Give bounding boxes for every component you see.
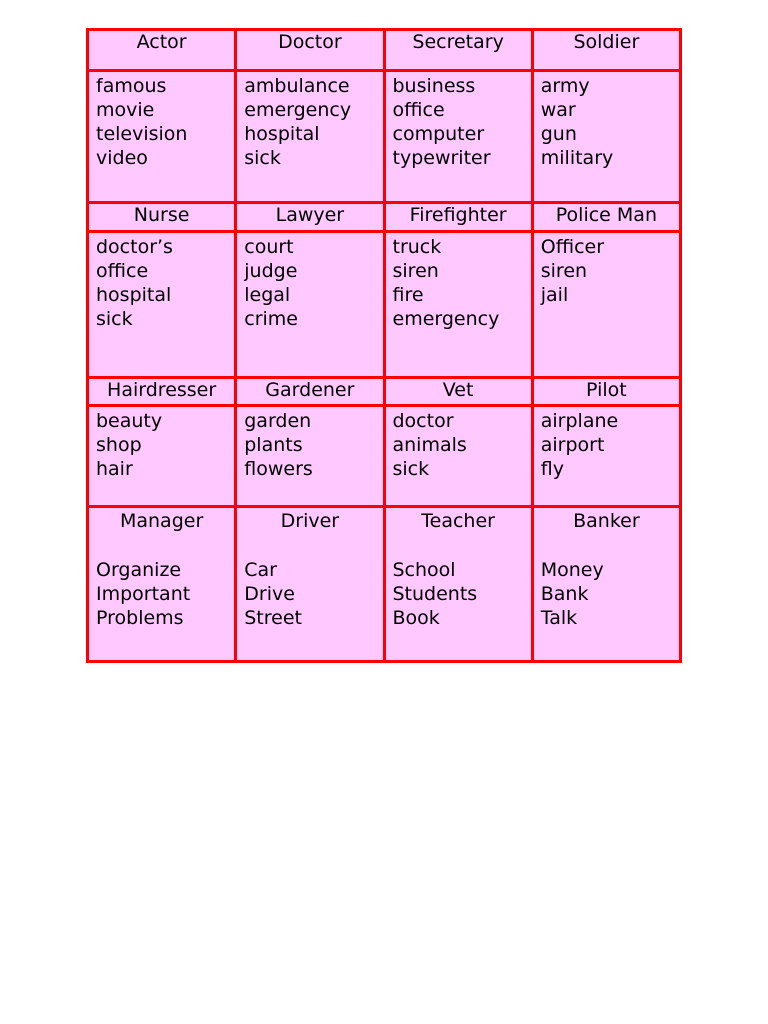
word: sick: [96, 308, 133, 330]
word: fly: [540, 458, 564, 480]
card-title: Driver: [280, 510, 340, 532]
word: plants: [244, 434, 303, 456]
card-words: [236, 232, 384, 378]
card-words: [88, 71, 236, 203]
card-title: Firefighter: [384, 203, 532, 232]
word: fire: [392, 284, 424, 306]
word: School: [392, 559, 456, 581]
card-cell: [532, 507, 680, 662]
word: office: [392, 99, 445, 121]
word: army: [540, 75, 590, 97]
card-title: Actor: [88, 30, 236, 71]
word: airplane: [540, 410, 619, 432]
word: business: [392, 75, 476, 97]
card-row: [88, 507, 681, 662]
word: doctor’s: [96, 236, 173, 258]
word: video: [96, 147, 148, 169]
word: Money: [540, 559, 604, 581]
word: Car: [244, 559, 277, 581]
card-title: Nurse: [88, 203, 236, 232]
word: Problems: [96, 607, 184, 629]
card-title: Doctor: [236, 30, 384, 71]
card-title: Secretary: [384, 30, 532, 71]
word: siren: [392, 260, 439, 282]
word: hair: [96, 458, 133, 480]
word: hospital: [244, 123, 320, 145]
word: Students: [392, 583, 478, 605]
word: gun: [540, 123, 577, 145]
word: military: [540, 147, 614, 169]
word: judge: [244, 260, 298, 282]
card-title: Teacher: [421, 510, 495, 532]
card-words: [532, 406, 680, 507]
word: hospital: [96, 284, 172, 306]
word: Talk: [540, 607, 578, 629]
word: beauty: [96, 410, 163, 432]
word: airport: [540, 434, 605, 456]
word: legal: [244, 284, 291, 306]
card-cell: [236, 507, 384, 662]
word: garden: [244, 410, 312, 432]
word: animals: [392, 434, 467, 456]
card-title: Banker: [573, 510, 640, 532]
words-row: [88, 232, 681, 378]
word: computer: [392, 123, 485, 145]
header-row: [88, 378, 681, 406]
word: emergency: [392, 308, 500, 330]
card-words: [236, 71, 384, 203]
card-title: Soldier: [532, 30, 680, 71]
word: office: [96, 260, 149, 282]
word: Bank: [540, 583, 589, 605]
header-row: [88, 30, 681, 71]
word: siren: [540, 260, 588, 282]
card-cell: [384, 507, 532, 662]
card-title: Manager: [119, 510, 204, 532]
card-words: [384, 406, 532, 507]
word: Organize: [96, 559, 182, 581]
word: truck: [392, 236, 442, 258]
word: doctor: [392, 410, 454, 432]
word: Street: [244, 607, 302, 629]
word: Drive: [244, 583, 295, 605]
card-title: Lawyer: [236, 203, 384, 232]
word: shop: [96, 434, 142, 456]
card-words: [532, 71, 680, 203]
word: Officer: [540, 236, 605, 258]
card-words: [532, 232, 680, 378]
card-words: [384, 232, 532, 378]
card-words: [237, 532, 382, 630]
word: typewriter: [392, 147, 491, 169]
card-words: [88, 406, 236, 507]
word: Book: [392, 607, 440, 629]
word: Important: [96, 583, 191, 605]
card-words: [236, 406, 384, 507]
card-words: [88, 232, 236, 378]
words-row: [88, 71, 681, 203]
card-title: Pilot: [532, 378, 680, 406]
card-words: [386, 532, 531, 630]
card-words: [384, 71, 532, 203]
word: television: [96, 123, 188, 145]
card-words: [534, 532, 679, 630]
word: sick: [244, 147, 281, 169]
card-title: Police Man: [532, 203, 680, 232]
word: movie: [96, 99, 155, 121]
word: jail: [540, 284, 569, 306]
card-cell: [88, 507, 236, 662]
card-title: Hairdresser: [88, 378, 236, 406]
word: court: [244, 236, 294, 258]
word: war: [540, 99, 576, 121]
word: famous: [96, 75, 167, 97]
word: sick: [392, 458, 430, 480]
header-row: [88, 203, 681, 232]
word: crime: [244, 308, 298, 330]
card-words: [89, 532, 234, 630]
card-title: Vet: [384, 378, 532, 406]
words-row: [88, 406, 681, 507]
occupation-vocabulary-table: [86, 28, 682, 663]
card-title: Gardener: [236, 378, 384, 406]
word: emergency: [244, 99, 352, 121]
word: flowers: [244, 458, 313, 480]
word: ambulance: [244, 75, 350, 97]
